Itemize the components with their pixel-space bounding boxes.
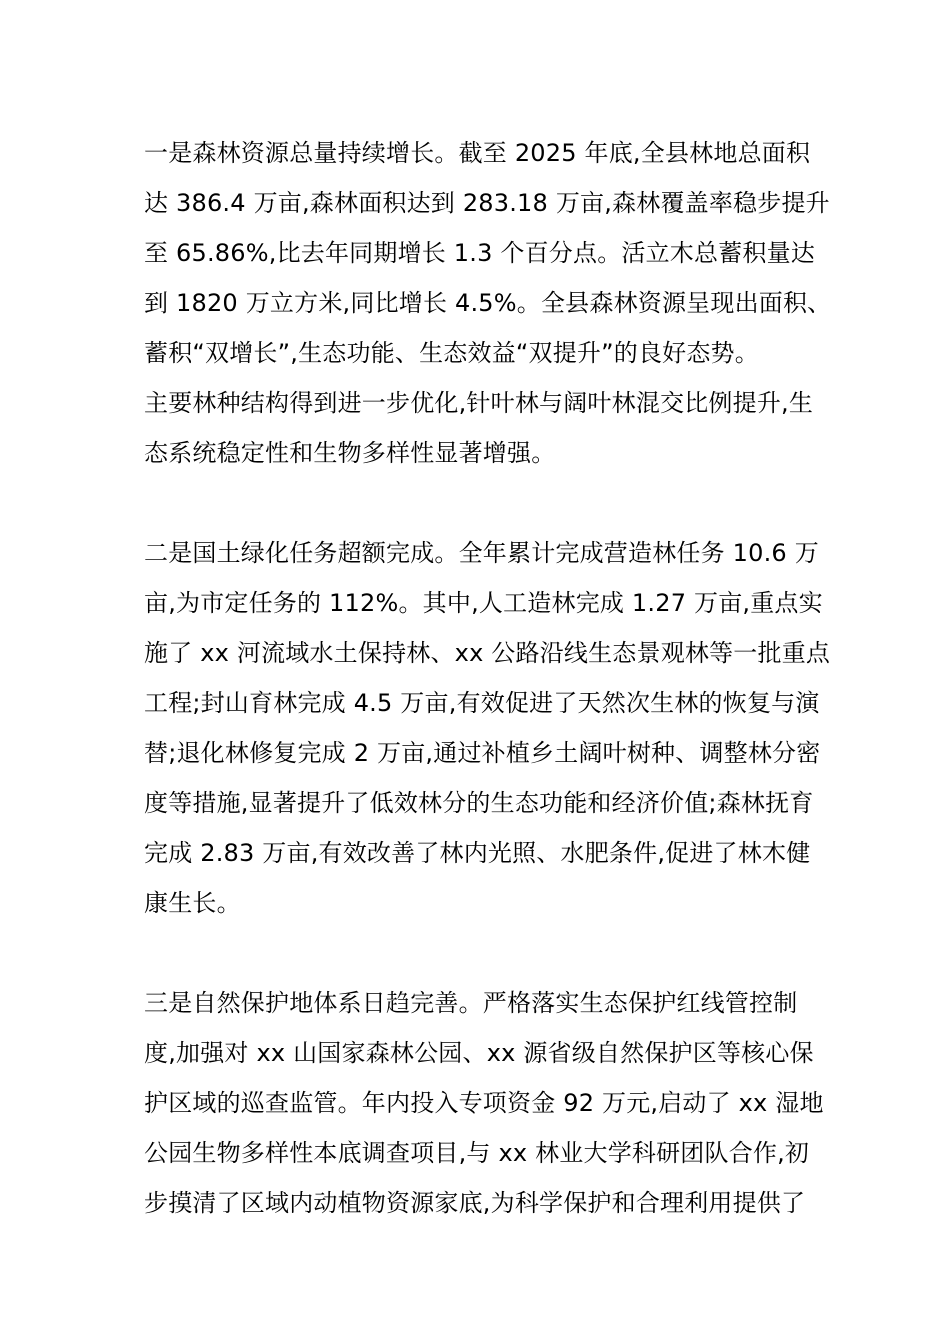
text-line: 达 386.4 万亩,森林面积达到 283.18 万亩,森林覆盖率稳步提升: [144, 189, 830, 217]
text-line: 工程;封山育林完成 4.5 万亩,有效促进了天然次生林的恢复与演: [144, 689, 820, 717]
text-line: 公园生物多样性本底调查项目,与 xx 林业大学科研团队合作,初: [144, 1139, 810, 1167]
paragraph-nature-protection: [144, 978, 824, 1228]
text-line: 蓄积“双增长”,生态功能、生态效益“双提升”的良好态势。: [144, 339, 759, 367]
text-line: 主要林种结构得到进一步优化,针叶林与阔叶林混交比例提升,生: [144, 389, 814, 417]
text-line: 二是国土绿化任务超额完成。全年累计完成营造林任务 10.6 万: [144, 539, 819, 567]
document-page: [144, 128, 832, 1228]
text-line: 康生长。: [144, 889, 241, 917]
text-line: 度等措施,显著提升了低效林分的生态功能和经济价值;森林抚育: [144, 789, 814, 817]
text-line: 替;退化林修复完成 2 万亩,通过补植乡土阔叶树种、调整林分密: [144, 739, 821, 767]
text-line: 态系统稳定性和生物多样性显著增强。: [144, 439, 556, 467]
text-line: 步摸清了区域内动植物资源家底,为科学保护和合理利用提供了: [144, 1189, 806, 1217]
text-line: 完成 2.83 万亩,有效改善了林内光照、水肥条件,促进了林木健: [144, 839, 811, 867]
text-line: 三是自然保护地体系日趋完善。严格落实生态保护红线管控制: [144, 989, 798, 1017]
text-line: 度,加强对 xx 山国家森林公园、xx 源省级自然保护区等核心保: [144, 1039, 814, 1067]
text-line: 施了 xx 河流域水土保持林、xx 公路沿线生态景观林等一批重点: [144, 639, 831, 667]
text-line: 一是森林资源总量持续增长。截至 2025 年底,全县林地总面积: [144, 139, 811, 167]
paragraph-forest-resources: [144, 128, 832, 478]
paragraph-greening-tasks: [144, 528, 831, 928]
text-line: 护区域的巡查监管。年内投入专项资金 92 万元,启动了 xx 湿地: [144, 1089, 824, 1117]
text-line: 至 65.86%,比去年同期增长 1.3 个百分点。活立木总蓄积量达: [144, 239, 815, 267]
text-line: 亩,为市定任务的 112%。其中,人工造林完成 1.27 万亩,重点实: [144, 589, 823, 617]
text-line: 到 1820 万立方米,同比增长 4.5%。全县森林资源呈现出面积、: [144, 289, 832, 317]
